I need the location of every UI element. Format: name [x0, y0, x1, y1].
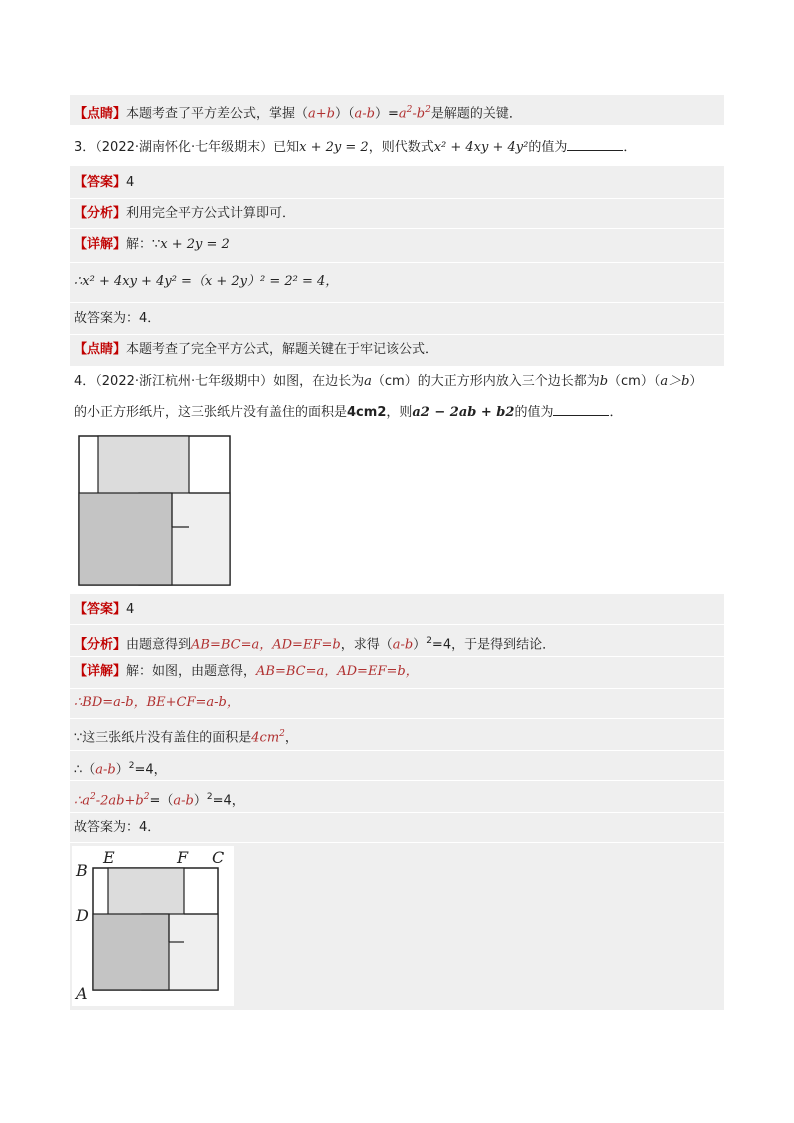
superscript: 2 [426, 636, 432, 646]
text: ， [284, 730, 298, 746]
band-divider [70, 812, 724, 813]
q4-detail [74, 662, 419, 682]
q4-step-2 [74, 724, 298, 748]
text: ） [115, 762, 129, 778]
question-number: 3． [74, 140, 96, 155]
label-F: F [177, 848, 189, 867]
solution-figure [72, 846, 234, 1006]
answer-value: 4 [126, 175, 135, 190]
label-D: D [76, 906, 89, 925]
analysis-tag: 【分析】 [74, 206, 127, 221]
var-b: b [599, 374, 609, 389]
superscript: 2 [406, 105, 413, 115]
band-divider [70, 688, 724, 689]
band-divider [70, 718, 724, 719]
final-answer: 故答案为：4． [74, 311, 161, 326]
question-text: 4．（2022·浙江杭州·七年级期中）如图，在边长为 [74, 374, 365, 389]
text: ，则 [386, 405, 413, 420]
band-divider [70, 198, 724, 199]
band-divider [70, 302, 724, 303]
q4-step-1 [74, 693, 240, 713]
question-figure [78, 435, 232, 587]
q4-step-4 [74, 787, 245, 811]
text: 的值为 [514, 405, 554, 420]
text: =4， [134, 762, 167, 778]
band-divider [70, 262, 724, 263]
math-expression: a-b [95, 762, 116, 778]
text: （cm）（ [608, 374, 661, 389]
text: =4，于是得到结论． [431, 637, 556, 653]
math-expression: x² + 4xy + 4y² [433, 140, 529, 155]
bottom-left-square [79, 493, 172, 585]
analysis-text: 利用完全平方公式计算即可． [126, 206, 296, 221]
analysis-tag: 【分析】 [74, 637, 127, 653]
band-divider [70, 228, 724, 229]
superscript: 2 [425, 105, 431, 115]
text: ，求得（ [340, 637, 393, 653]
q3-final [74, 309, 160, 329]
text: ，则代数式 [368, 140, 434, 155]
q3-answer [74, 173, 134, 193]
text: =（ [149, 793, 174, 809]
math-expression: -2ab+b [95, 793, 144, 809]
q3-question [74, 138, 636, 158]
detail-tag: 【详解】 [74, 237, 127, 252]
answer-value: 4 [126, 602, 135, 617]
var-a: a [364, 374, 372, 389]
text: ∴（ [74, 762, 96, 778]
band-answer-q3 [70, 166, 724, 366]
detail-text: 解：如图，由题意得， [126, 664, 257, 679]
math-expression: AB=BC=a，AD=EF=b， [256, 664, 419, 679]
text: ） [413, 637, 427, 653]
q4-final [74, 818, 160, 838]
superscript: 2 [206, 792, 213, 802]
math-expression: a2 − 2ab + b2 [412, 405, 515, 420]
band-divider [70, 750, 724, 751]
dianjing-text: 本题考查了平方差公式，掌握（ [126, 106, 309, 122]
text: ∵这三张纸片没有盖住的面积是 [74, 730, 252, 746]
q2-dianjing-line [74, 100, 522, 124]
math-expression: ∴a [74, 793, 91, 809]
text: ） [193, 793, 207, 809]
band-divider [70, 656, 724, 657]
expr: a-b [354, 106, 375, 122]
dianjing-text: 本题考查了完全平方公式，解题关键在于牢记该公式． [126, 342, 439, 357]
expr: -b [412, 106, 426, 122]
q4-question-line1 [74, 372, 702, 392]
math-condition: x + 2y = 2 [299, 140, 369, 155]
band-divider [70, 334, 724, 335]
expr: a+b [308, 106, 335, 122]
text: 的值为 [528, 140, 568, 155]
answer-blank [567, 138, 623, 151]
area-value: 4cm [251, 730, 280, 746]
area-value: 4cm2 [347, 405, 387, 420]
math-expression: AB=BC=a，AD=EF=b [191, 637, 341, 653]
q3-step [74, 272, 338, 292]
superscript: 2 [128, 761, 135, 771]
q4-question-line2 [74, 403, 622, 423]
math-condition: x + 2y = 2 [160, 237, 230, 252]
dianjing-tag: 【点睛】 [74, 342, 127, 357]
answer-tag: 【答案】 [74, 602, 127, 617]
text: ）（ [335, 106, 355, 122]
answer-tag: 【答案】 [74, 175, 127, 190]
text: ） [689, 374, 703, 389]
text: 是解题的关键． [430, 106, 522, 122]
math-expression: a-b [173, 793, 194, 809]
detail-text: 解：∵ [126, 237, 161, 252]
q4-answer [74, 600, 134, 620]
label-E: E [103, 848, 115, 867]
superscript: 2 [279, 729, 285, 739]
detail-tag: 【详解】 [74, 664, 127, 679]
final-answer: 故答案为：4． [74, 820, 161, 835]
expr: a [398, 106, 407, 122]
superscript: 2 [90, 792, 96, 802]
text: ． [609, 405, 623, 420]
dianjing-tag: 【点睛】 [74, 106, 127, 122]
math-step: ∴BD=a-b，BE+CF=a-b， [74, 695, 240, 710]
math-expression: a-b [392, 637, 414, 653]
text: ． [623, 140, 637, 155]
q3-dianjing [74, 340, 438, 360]
q4-step-3 [74, 756, 167, 780]
q3-detail [74, 235, 230, 255]
band-divider [70, 780, 724, 781]
band-divider [70, 842, 724, 843]
q4-analysis [74, 631, 555, 655]
q3-analysis [74, 204, 295, 224]
text: ）= [374, 106, 399, 122]
analysis-text: 由题意得到 [126, 637, 192, 653]
question-source: （2022·湖南怀化·七年级期末）已知 [95, 140, 300, 155]
superscript: 2 [143, 792, 150, 802]
bottom-left-square [93, 914, 169, 990]
label-A: A [76, 984, 88, 1003]
math-condition: a＞b [660, 374, 690, 389]
question-text: 的小正方形纸片，这三张纸片没有盖住的面积是 [74, 405, 348, 420]
math-step: ∴x² + 4xy + 4y² =（x + 2y）² = 2² = 4， [74, 274, 339, 289]
band-divider [70, 624, 724, 625]
answer-blank [553, 403, 609, 416]
text: （cm）的大正方形内放入三个边长都为 [371, 374, 600, 389]
label-C: C [212, 848, 225, 867]
text: =4， [212, 793, 245, 809]
label-B: B [76, 861, 88, 880]
